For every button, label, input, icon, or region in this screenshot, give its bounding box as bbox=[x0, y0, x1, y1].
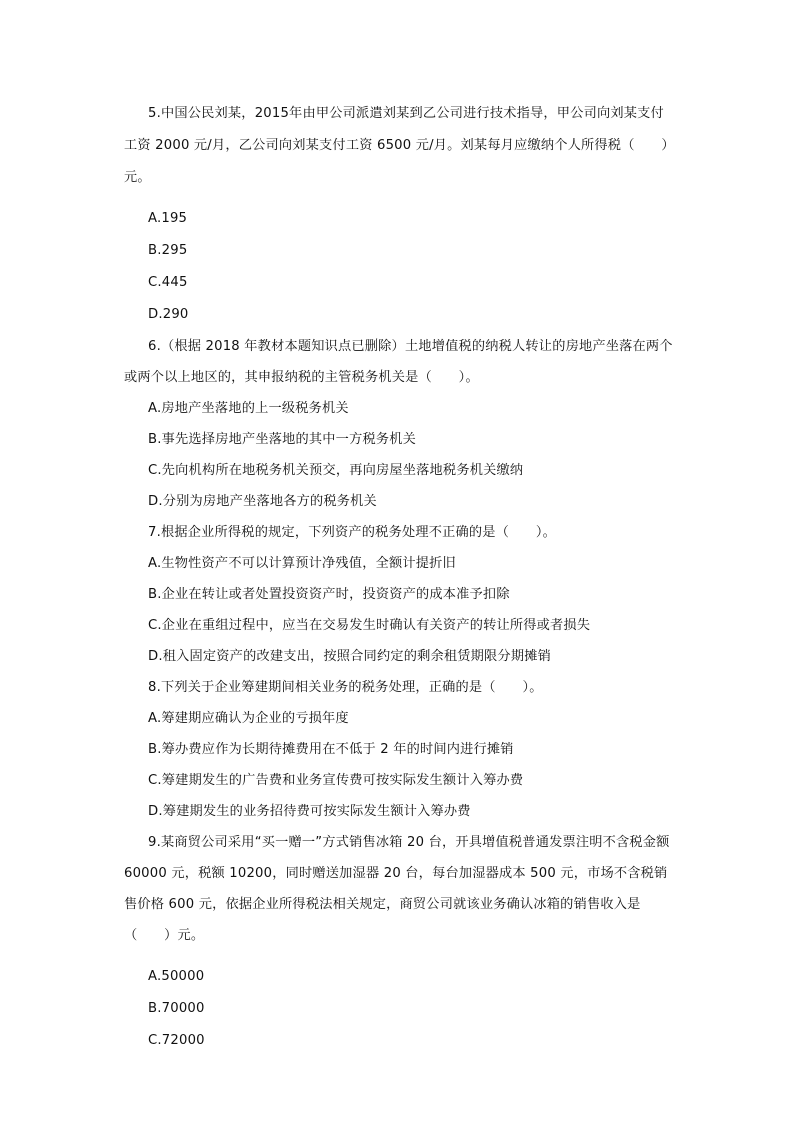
option-b: B.295 bbox=[148, 243, 188, 259]
option-a: A.筹建期应确认为企业的亏损年度 bbox=[148, 711, 349, 727]
question-stem: 6.（根据 2018 年教材本题知识点已删除）土地增值税的纳税人转让的房地产坐落在两个或两个以上地区的，其申报纳税的主管税务机关是（ ）。 bbox=[124, 339, 673, 386]
option-b: B.企业在转让或者处置投资资产时，投资资产的成本准予扣除 bbox=[148, 587, 510, 603]
option-d: D.租入固定资产的改建支出，按照合同约定的剩余租赁期限分期摊销 bbox=[148, 649, 551, 665]
option-list bbox=[124, 548, 674, 672]
option-a: A.195 bbox=[148, 211, 188, 227]
question-7 bbox=[124, 517, 674, 672]
question-stem: 5.中国公民刘某，2015年由甲公司派遣刘某到乙公司进行技术指导，甲公司向刘某支付工资 2000 元/月，乙公司向刘某支付工资 6500 元/月。刘某每月应缴纳个人所得税（ ）元。 bbox=[124, 106, 669, 185]
question-stem: 8.下列关于企业筹建期间相关业务的税务处理，正确的是（ ）。 bbox=[148, 680, 543, 696]
question-stem: 9.某商贸公司采用“买一赠一”方式销售冰箱 20 台，开具增值税普通发票注明不含税金额 60000 元，税额 10200，同时赠送加湿器 20 台，每台加湿器成本 500 元，市场不含税销售价格 600 元，依据企业所得税法相关规定，商贸公司就该业务确认冰箱的销售收入是（ ）元。 bbox=[124, 835, 670, 944]
option-a: A.房地产坐落地的上一级税务机关 bbox=[148, 401, 349, 417]
option-b: B.筹办费应作为长期待摊费用在不低于 2 年的时间内进行摊销 bbox=[148, 742, 514, 758]
option-c: C.445 bbox=[148, 275, 188, 291]
question-9 bbox=[124, 827, 674, 1057]
question-5 bbox=[124, 98, 674, 331]
question-8 bbox=[124, 672, 674, 827]
option-list bbox=[124, 703, 674, 827]
option-list bbox=[124, 961, 674, 1057]
question-stem: 7.根据企业所得税的规定，下列资产的税务处理不正确的是（ ）。 bbox=[148, 525, 557, 541]
option-d: D.筹建期发生的业务招待费可按实际发生额计入筹办费 bbox=[148, 804, 471, 820]
option-c: C.筹建期发生的广告费和业务宣传费可按实际发生额计入筹办费 bbox=[148, 773, 524, 789]
option-list bbox=[124, 203, 674, 331]
option-d: D.290 bbox=[148, 307, 189, 323]
option-b: B.事先选择房地产坐落地的其中一方税务机关 bbox=[148, 432, 416, 448]
option-c: C.企业在重组过程中，应当在交易发生时确认有关资产的转让所得或者损失 bbox=[148, 618, 591, 634]
option-b: B.70000 bbox=[148, 1001, 205, 1017]
option-a: A.生物性资产不可以计算预计净残值，全额计提折旧 bbox=[148, 556, 456, 572]
option-c: C.72000 bbox=[148, 1033, 205, 1049]
option-a: A.50000 bbox=[148, 969, 205, 985]
option-d: D.分别为房地产坐落地各方的税务机关 bbox=[148, 494, 377, 510]
option-c: C.先向机构所在地税务机关预交，再向房屋坐落地税务机关缴纳 bbox=[148, 463, 524, 479]
question-6 bbox=[124, 331, 674, 517]
option-list bbox=[124, 393, 674, 517]
